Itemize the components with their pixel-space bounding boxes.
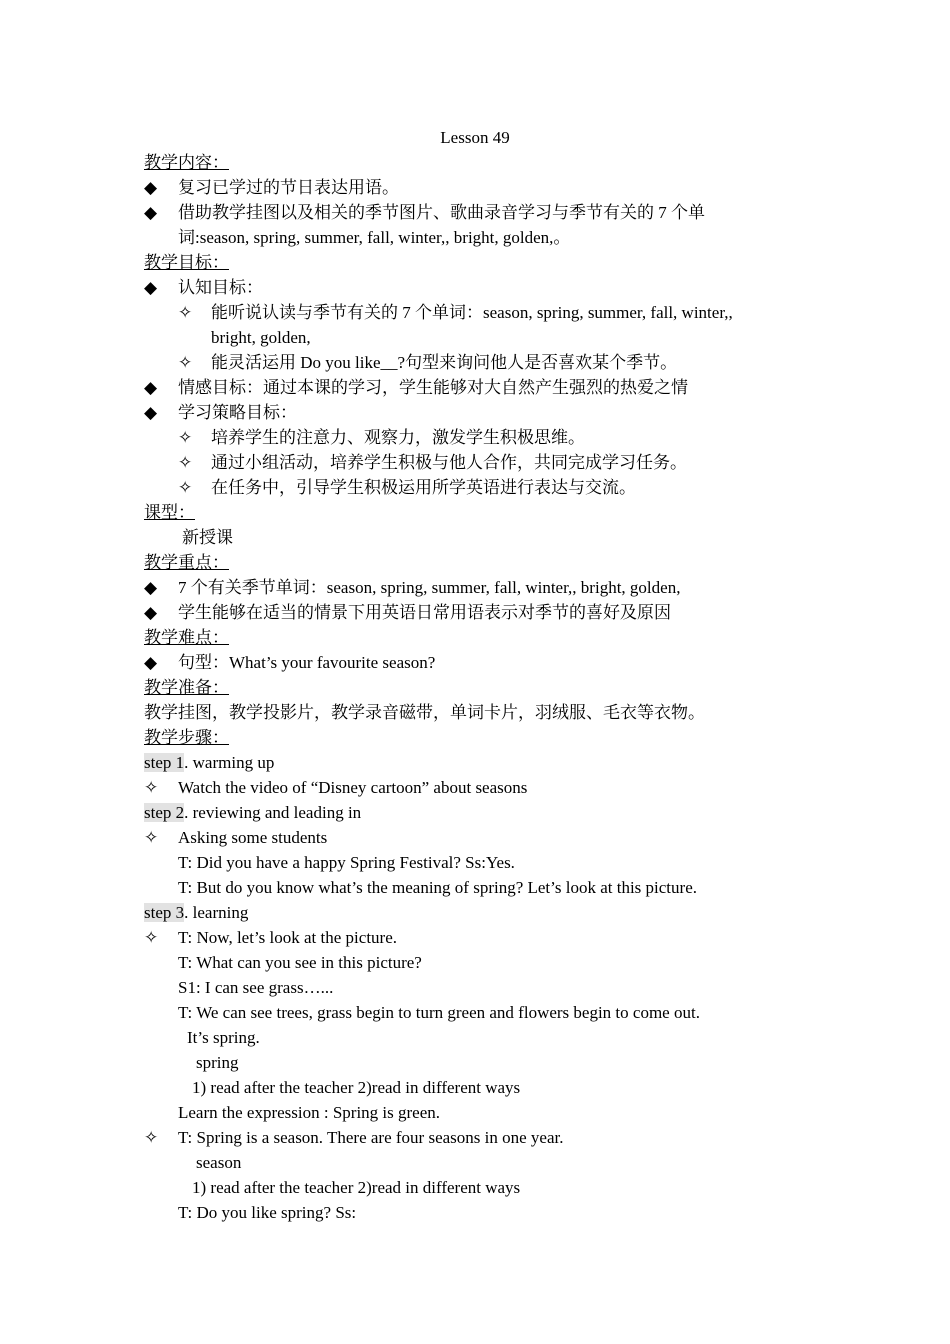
diamond-bullet-icon: ◆ [144,603,158,622]
dialogue-line: Learn the expression : Spring is green. [178,1103,441,1122]
preparation-text: 教学挂图，教学投影片，教学录音磁带，单词卡片，羽绒服、毛衣等衣物。 [144,703,705,722]
list-item: ◆ 7 个有关季节单词：season, spring, summer, fall, winter,, bright, golden, [144,575,814,600]
star-bullet-icon: ✧ [178,453,193,472]
lesson-title: Lesson 49 [440,128,510,147]
list-item: ◆ 借助教学挂图以及相关的季节图片、歌曲录音学习与季节有关的 7 个单 [144,200,814,225]
list-item-continuation: 词:season, spring, summer, fall, winter,, bright, golden,。 [178,228,571,247]
diamond-bullet-icon: ◆ [144,203,158,222]
star-bullet-icon: ✧ [144,828,159,847]
dialogue-line: T: Do you like spring? Ss: [178,1203,357,1222]
heading-preparation: 教学准备： [144,678,229,697]
list-item: ◆ 学生能够在适当的情景下用英语日常用语表示对季节的喜好及原因 [144,600,814,625]
step-item: ✧ Watch the video of “Disney cartoon” about seasons [144,775,814,800]
dialogue-line: T: What can you see in this picture? [178,953,422,972]
diamond-bullet-icon: ◆ [144,578,158,597]
dialogue-line: It’s spring. [187,1028,260,1047]
step-label: step 1 [144,753,185,772]
heading-difficulties: 教学难点： [144,628,229,647]
heading-type: 课型： [144,503,195,522]
document-body [144,150,814,1225]
diamond-bullet-icon: ◆ [144,653,158,672]
star-bullet-icon: ✧ [178,303,193,322]
vocab-word: season [196,1153,242,1172]
dialogue-line: T: Did you have a happy Spring Festival? Ss:Yes. [178,853,515,872]
sub-list-item-continuation: bright, golden, [211,328,311,347]
star-bullet-icon: ✧ [144,778,159,797]
step-label: step 2 [144,803,185,822]
star-bullet-icon: ✧ [178,428,193,447]
diamond-bullet-icon: ◆ [144,403,158,422]
star-bullet-icon: ✧ [178,478,193,497]
list-item: ◆ 情感目标：通过本课的学习，学生能够对大自然产生强烈的热爱之情 [144,375,814,400]
sub-list-item: ✧ 通过小组活动，培养学生积极与他人合作，共同完成学习任务。 [144,450,814,475]
diamond-bullet-icon: ◆ [144,178,158,197]
step-item: ✧ T: Now, let’s look at the picture. [144,925,814,950]
sub-list-item: ✧ 培养学生的注意力、观察力，激发学生积极思维。 [144,425,814,450]
star-bullet-icon: ✧ [144,928,159,947]
list-item: ◆ 认知目标： [144,275,814,300]
vocab-word: spring [196,1053,239,1072]
star-bullet-icon: ✧ [144,1128,159,1147]
lesson-type: 新授课 [182,528,233,547]
step-heading: step 3. learning [144,903,249,922]
diamond-bullet-icon: ◆ [144,378,158,397]
sub-list-item: ✧ 能听说认读与季节有关的 7 个单词：season, spring, summer, fall, winter,, [144,300,814,325]
step-label: step 3 [144,903,185,922]
sub-list-item: ✧ 能灵活运用 Do you like__?句型来询问他人是否喜欢某个季节。 [144,350,814,375]
step-item: ✧ Asking some students [144,825,814,850]
practice-line: 1) read after the teacher 2)read in different ways [192,1078,521,1097]
list-item: ◆ 学习策略目标： [144,400,814,425]
dialogue-line: S1: I can see grass…... [178,978,334,997]
heading-key-points: 教学重点： [144,553,229,572]
sub-list-item: ✧ 在任务中，引导学生积极运用所学英语进行表达与交流。 [144,475,814,500]
dialogue-line: T: We can see trees, grass begin to turn green and flowers begin to come out. [178,1003,700,1022]
step-heading: step 1. warming up [144,753,275,772]
step-heading: step 2. reviewing and leading in [144,803,362,822]
heading-goals: 教学目标： [144,253,229,272]
practice-line: 1) read after the teacher 2)read in different ways [192,1178,521,1197]
heading-content: 教学内容： [144,153,229,172]
diamond-bullet-icon: ◆ [144,278,158,297]
heading-steps: 教学步骤： [144,728,229,747]
list-item: ◆ 句型：What’s your favourite season? [144,650,814,675]
dialogue-line: T: But do you know what’s the meaning of spring? Let’s look at this picture. [178,878,697,897]
list-item: ◆ 复习已学过的节日表达用语。 [144,175,814,200]
star-bullet-icon: ✧ [178,353,193,372]
step-item: ✧ T: Spring is a season. There are four seasons in one year. [144,1125,814,1150]
